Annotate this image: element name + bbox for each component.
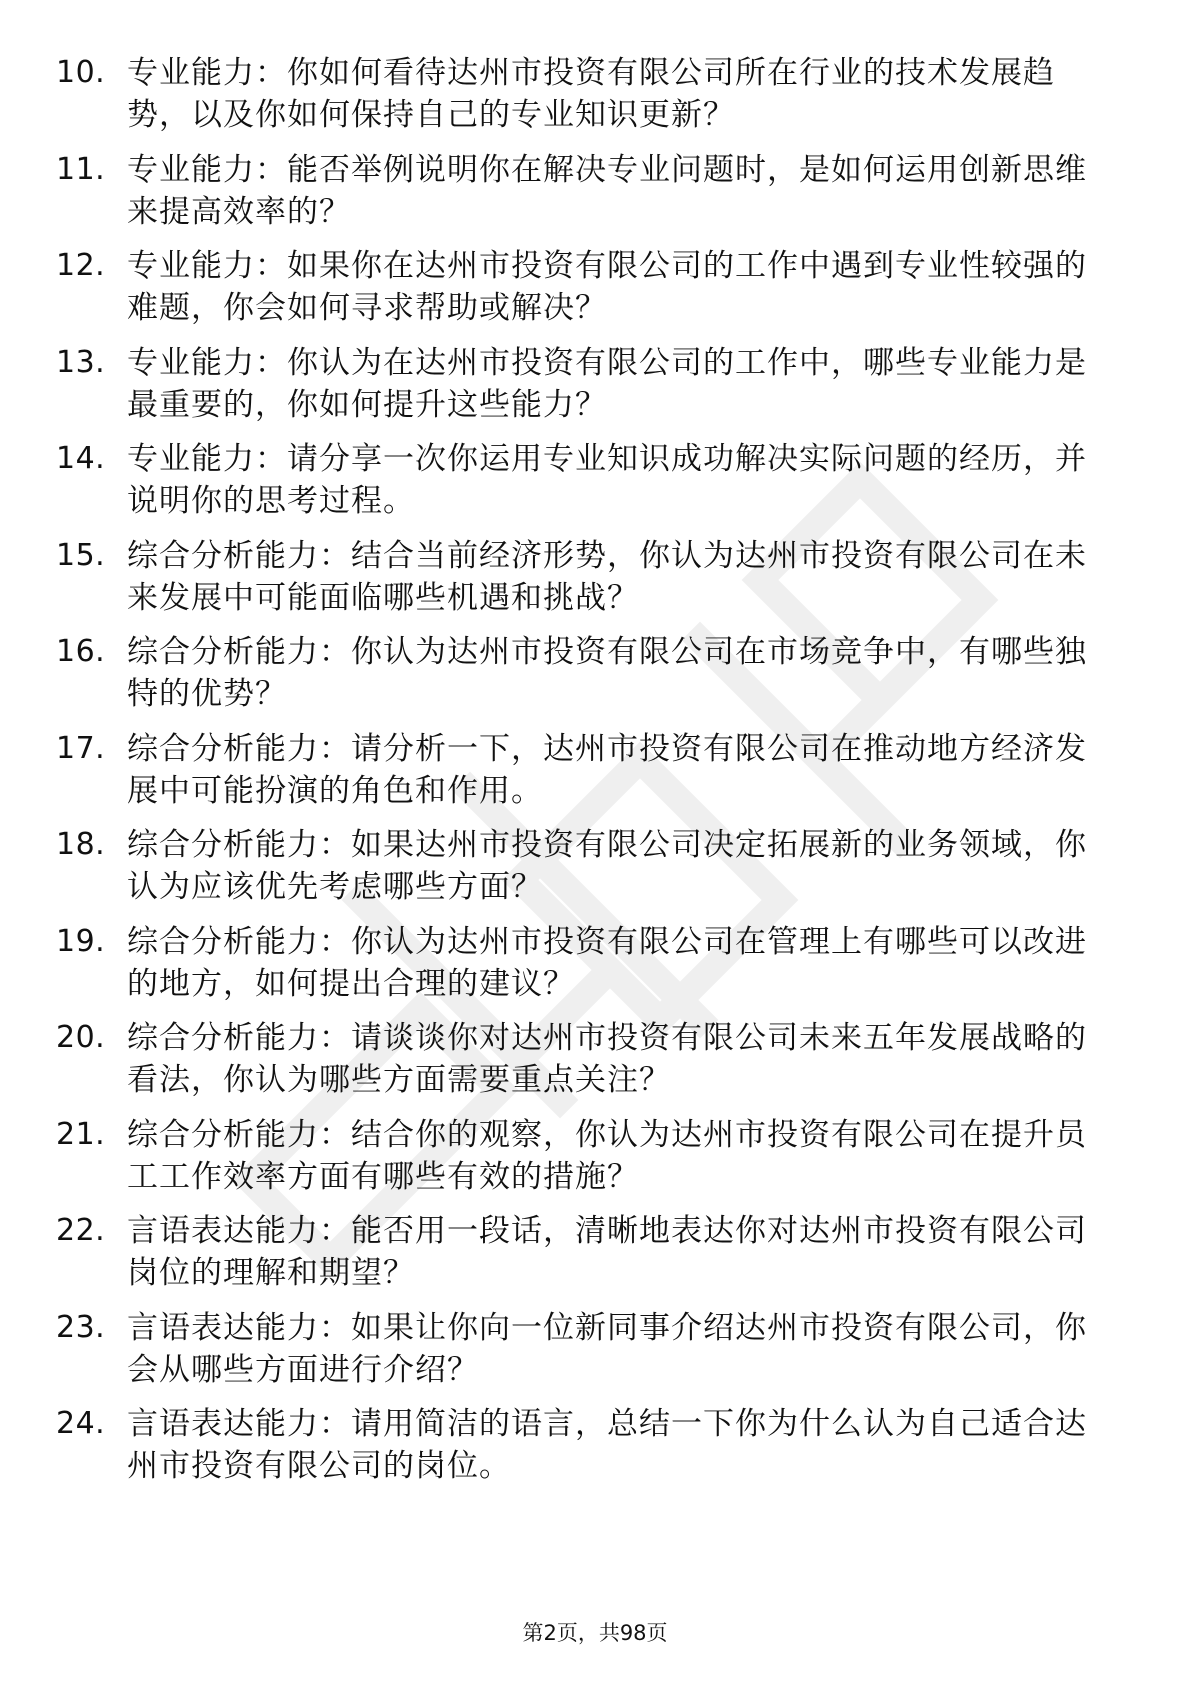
question-item [0,245,1190,342]
question-item [0,52,1190,149]
question-number: 13. [56,344,106,380]
question-number: 23. [56,1309,106,1345]
question-item [0,1210,1190,1307]
question-text: 综合分析能力：结合你的观察，你认为达州市投资有限公司在提升员工工作效率方面有哪些有效的措施？ [127,1116,1087,1195]
question-text: 专业能力：你如何看待达州市投资有限公司所在行业的技术发展趋势，以及你如何保持自己的专业知识更新？ [127,55,1055,133]
question-text: 专业能力：如果你在达州市投资有限公司的工作中遇到专业性较强的难题，你会如何寻求帮助或解决？ [127,248,1087,326]
question-item [0,728,1190,825]
question-text: 专业能力：能否举例说明你在解决专业问题时，是如何运用创新思维来提高效率的？ [127,151,1087,230]
page-footer: 第2页，共98页 [522,1621,668,1645]
question-text: 言语表达能力：如果让你向一位新同事介绍达州市投资有限公司，你会从哪些方面进行介绍？ [127,1309,1087,1388]
question-number: 19. [56,923,106,959]
question-text: 言语表达能力：请用简洁的语言，总结一下你为什么认为自己适合达州市投资有限公司的岗位。 [127,1406,1087,1484]
question-item [0,535,1190,632]
question-text: 综合分析能力：请谈谈你对达州市投资有限公司未来五年发展战略的看法，你认为哪些方面需要重点关注？ [127,1020,1087,1098]
question-number: 11. [56,151,106,187]
question-text: 综合分析能力：你认为达州市投资有限公司在管理上有哪些可以改进的地方，如何提出合理的建议？ [127,923,1087,1002]
question-text: 综合分析能力：请分析一下，达州市投资有限公司在推动地方经济发展中可能扮演的角色和作用。 [127,730,1087,809]
question-number: 21. [56,1116,106,1152]
question-item [0,1307,1190,1404]
question-number: 10. [56,55,106,90]
question-number: 22. [56,1213,106,1248]
question-number: 15. [56,537,106,573]
question-item [0,1114,1190,1211]
question-item [0,824,1190,921]
question-item [0,149,1190,246]
question-item [0,342,1190,439]
question-number: 18. [56,827,106,862]
question-number: 12. [56,248,106,283]
question-text: 专业能力：请分享一次你运用专业知识成功解决实际问题的经历，并说明你的思考过程。 [127,441,1087,519]
question-item [0,631,1190,728]
question-number: 16. [56,634,106,669]
question-item [0,921,1190,1018]
question-number: 24. [56,1406,106,1441]
question-text: 专业能力：你认为在达州市投资有限公司的工作中，哪些专业能力是最重要的，你如何提升这些能力？ [127,344,1087,423]
question-item [0,1403,1190,1500]
question-number: 20. [56,1020,106,1055]
question-text: 综合分析能力：结合当前经济形势，你认为达州市投资有限公司在未来发展中可能面临哪些机遇和挑战？ [127,537,1087,616]
question-text: 综合分析能力：如果达州市投资有限公司决定拓展新的业务领域，你认为应该优先考虑哪些方面？ [127,827,1087,905]
question-item [0,438,1190,535]
question-number: 17. [56,730,106,766]
question-text: 综合分析能力：你认为达州市投资有限公司在市场竞争中，有哪些独特的优势？ [127,634,1087,712]
question-number: 14. [56,441,106,476]
question-list [0,52,1190,1500]
question-item [0,1017,1190,1114]
question-text: 言语表达能力：能否用一段话，清晰地表达你对达州市投资有限公司岗位的理解和期望？ [127,1213,1087,1291]
